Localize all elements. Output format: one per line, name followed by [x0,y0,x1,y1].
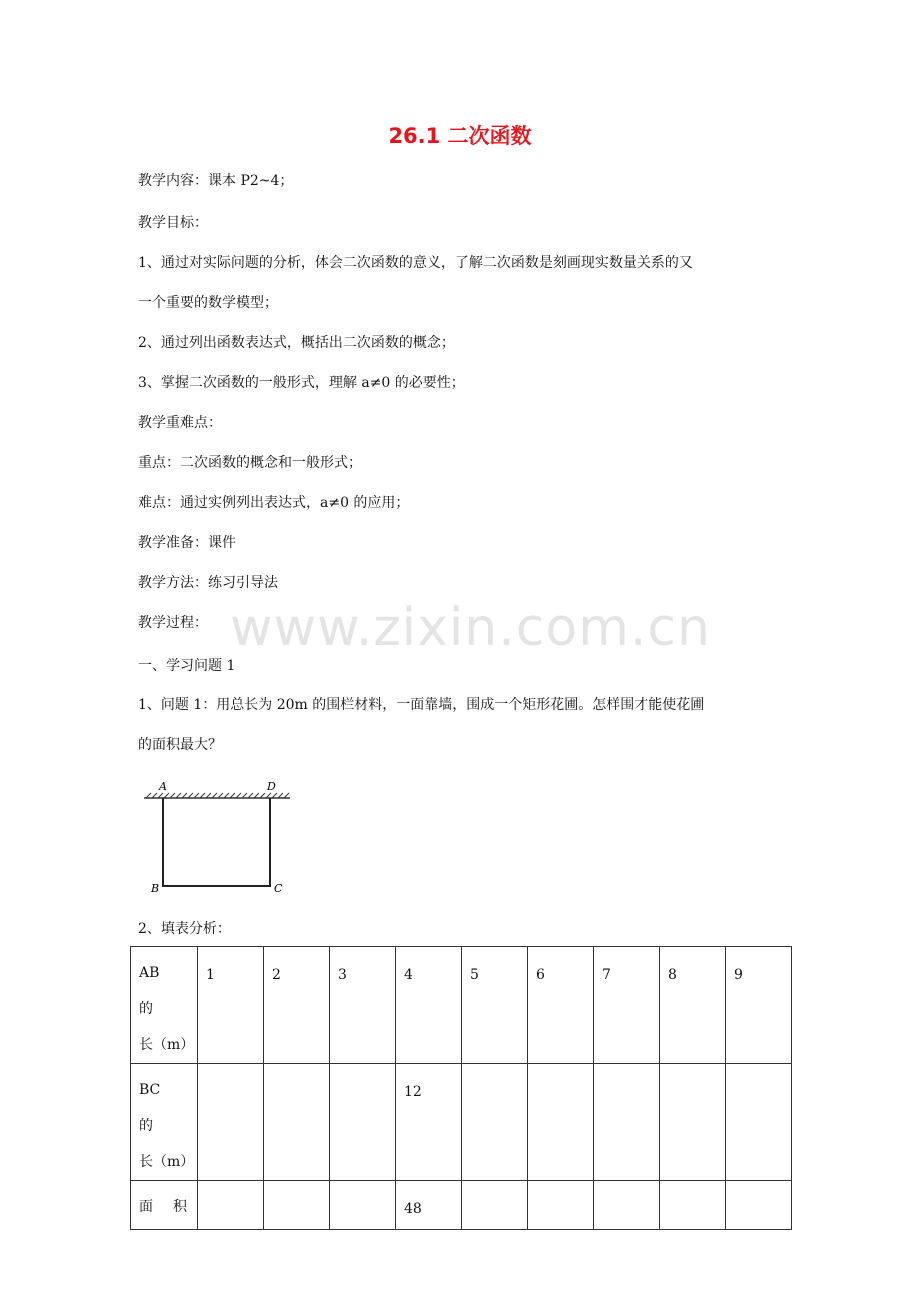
page-title: 26.1 二次函数 [388,124,532,148]
header-text: 的 [139,1001,153,1017]
teaching-content: 教学内容：课本 P2~4； [138,173,294,189]
teaching-goals-heading: 教学目标： [138,215,208,231]
row-header-area [131,1181,198,1230]
table-cell [528,1181,594,1230]
table-cell [660,1181,726,1230]
fill-in-table [130,946,792,1230]
question-1-line-2: 的面积最大？ [138,737,222,753]
row-header-ab [131,947,198,1064]
table-cell: 4 [396,947,462,1064]
table-cell [198,1181,264,1230]
header-text: BC [139,1082,161,1098]
label-c: C [274,882,283,895]
header-text: 长（m） [139,1154,195,1170]
difficult-point: 难点：通过实例列出表达式，a≠0 的应用； [138,495,410,511]
header-text: 积 [173,1199,187,1215]
table-cell: 7 [594,947,660,1064]
key-point: 重点：二次函数的概念和一般形式； [138,455,362,471]
table-cell: 2 [264,947,330,1064]
section-1-heading: 一、学习问题 1 [138,658,236,674]
header-text: 面 [139,1199,153,1215]
rectangle-fence-figure [140,778,300,898]
label-d: D [267,780,276,793]
table-cell [462,1181,528,1230]
table-cell [330,1181,396,1230]
table-cell: 5 [462,947,528,1064]
fence-rectangle [163,798,270,886]
goal-2: 2、通过列出函数表达式，概括出二次函数的概念； [138,335,455,351]
table-cell [462,1064,528,1181]
table-cell: 12 [396,1064,462,1181]
table-cell [660,1064,726,1181]
header-text: 长（m） [139,1037,195,1053]
table-cell [528,1064,594,1181]
table-cell: 9 [726,947,792,1064]
table-row-ab [131,947,792,1064]
table-cell: 1 [198,947,264,1064]
teaching-preparation: 教学准备：课件 [138,535,236,551]
table-cell [726,1064,792,1181]
watermark: www.zixin.com.cn [230,598,711,658]
header-text: AB [139,965,160,981]
label-b: B [151,882,160,895]
goal-3: 3、掌握二次函数的一般形式，理解 a≠0 的必要性； [138,375,465,391]
table-cell [726,1181,792,1230]
teaching-process-heading: 教学过程： [138,615,208,631]
table-cell: 8 [660,947,726,1064]
wall-hatching [144,793,290,798]
header-text: 的 [139,1118,153,1134]
table-cell [264,1064,330,1181]
teaching-method: 教学方法：练习引导法 [138,575,278,591]
table-row-area [131,1181,792,1230]
goal-1-line-2: 一个重要的数学模型； [138,295,278,311]
table-cell: 3 [330,947,396,1064]
table-cell [264,1181,330,1230]
table-cell [594,1064,660,1181]
row-header-bc [131,1064,198,1181]
question-1-line-1: 1、问题 1：用总长为 20m 的围栏材料，一面靠墙，围成一个矩形花圃。怎样围才能使花圃 [138,697,705,713]
goal-1-line-1: 1、通过对实际问题的分析，体会二次函数的意义，了解二次函数是刻画现实数量关系的又 [138,255,693,271]
key-difficulty-heading: 教学重难点： [138,415,222,431]
table-cell: 48 [396,1181,462,1230]
table-row-bc [131,1064,792,1181]
label-a: A [159,780,167,793]
table-cell [594,1181,660,1230]
question-2-heading: 2、填表分析： [138,921,231,937]
table-cell: 6 [528,947,594,1064]
table-cell [198,1064,264,1181]
table-cell [330,1064,396,1181]
